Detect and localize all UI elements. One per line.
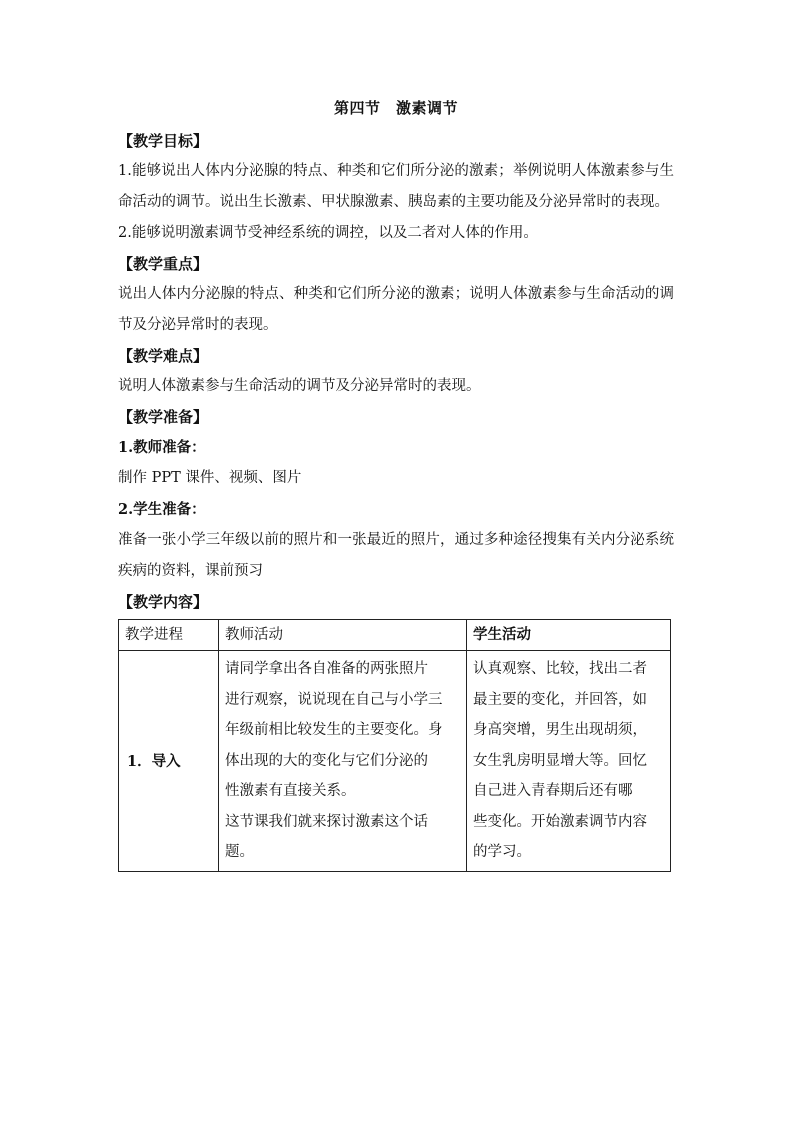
header-student-activity: 学生活动	[467, 620, 671, 651]
student-line: 些变化。开始激素调节内容	[473, 813, 647, 830]
document-title: 第四节 激素调节	[333, 99, 458, 117]
key-points-heading: 【教学重点】	[118, 255, 209, 273]
student-activity-cell	[467, 651, 671, 872]
difficulties-text: 说明人体激素参与生命活动的调节及分泌异常时的表现。	[118, 378, 481, 394]
teacher-line: 性激素有直接关系。	[225, 783, 356, 799]
teacher-activity-cell	[219, 651, 467, 872]
document-page	[118, 96, 674, 872]
table-header-row	[119, 620, 671, 651]
teacher-line: 体出现的大的变化与它们分泌的	[225, 752, 428, 769]
objective-item-2: 2.能够说明激素调节受神经系统的调控，以及二者对人体的作用。	[118, 225, 538, 241]
stage-cell: 1．导入	[119, 651, 219, 872]
teacher-line: 题。	[225, 844, 254, 860]
student-line: 女生乳房明显增大等。回忆	[473, 752, 647, 769]
student-line: 认真观察、比较，找出二者	[473, 661, 647, 677]
header-teacher-activity: 教师活动	[219, 620, 467, 651]
teacher-preparation-heading: 1.教师准备：	[118, 439, 206, 456]
student-preparation-text: 准备一张小学三年级以前的照片和一张最近的照片，通过多种途径搜集有关内分泌系统疾病的资料，课前预习	[118, 532, 674, 579]
preparation-heading: 【教学准备】	[118, 408, 209, 426]
teacher-preparation-text: 制作 PPT 课件、视频、图片	[118, 470, 302, 486]
teacher-line: 年级前相比较发生的主要变化。身	[225, 722, 443, 738]
objectives-heading: 【教学目标】	[118, 132, 209, 150]
teacher-line: 请同学拿出各自准备的两张照片	[225, 661, 428, 677]
student-line: 自己进入青春期后还有哪	[473, 783, 633, 799]
difficulties-heading: 【教学难点】	[118, 347, 209, 365]
key-points-text: 说出人体内分泌腺的特点、种类和它们所分泌的激素；说明人体激素参与生命活动的调节及分泌异常时的表现。	[118, 286, 674, 333]
lesson-table	[118, 619, 671, 872]
teacher-line: 进行观察，说说现在自己与小学三	[225, 691, 443, 708]
student-line: 身高突增，男生出现胡须，	[473, 722, 647, 738]
teacher-line: 这节课我们就来探讨激素这个话	[225, 813, 428, 830]
header-stage: 教学进程	[119, 620, 219, 651]
student-line: 的学习。	[473, 844, 531, 860]
objective-item-1: 1.能够说出人体内分泌腺的特点、种类和它们所分泌的激素；举例说明人体激素参与生命活动的调节。说出生长激素、甲状腺激素、胰岛素的主要功能及分泌异常时的表现。	[118, 163, 674, 210]
student-preparation-heading: 2.学生准备：	[118, 501, 206, 518]
content-heading: 【教学内容】	[118, 593, 209, 611]
table-row	[119, 651, 671, 872]
student-line: 最主要的变化，并回答，如	[473, 691, 647, 708]
